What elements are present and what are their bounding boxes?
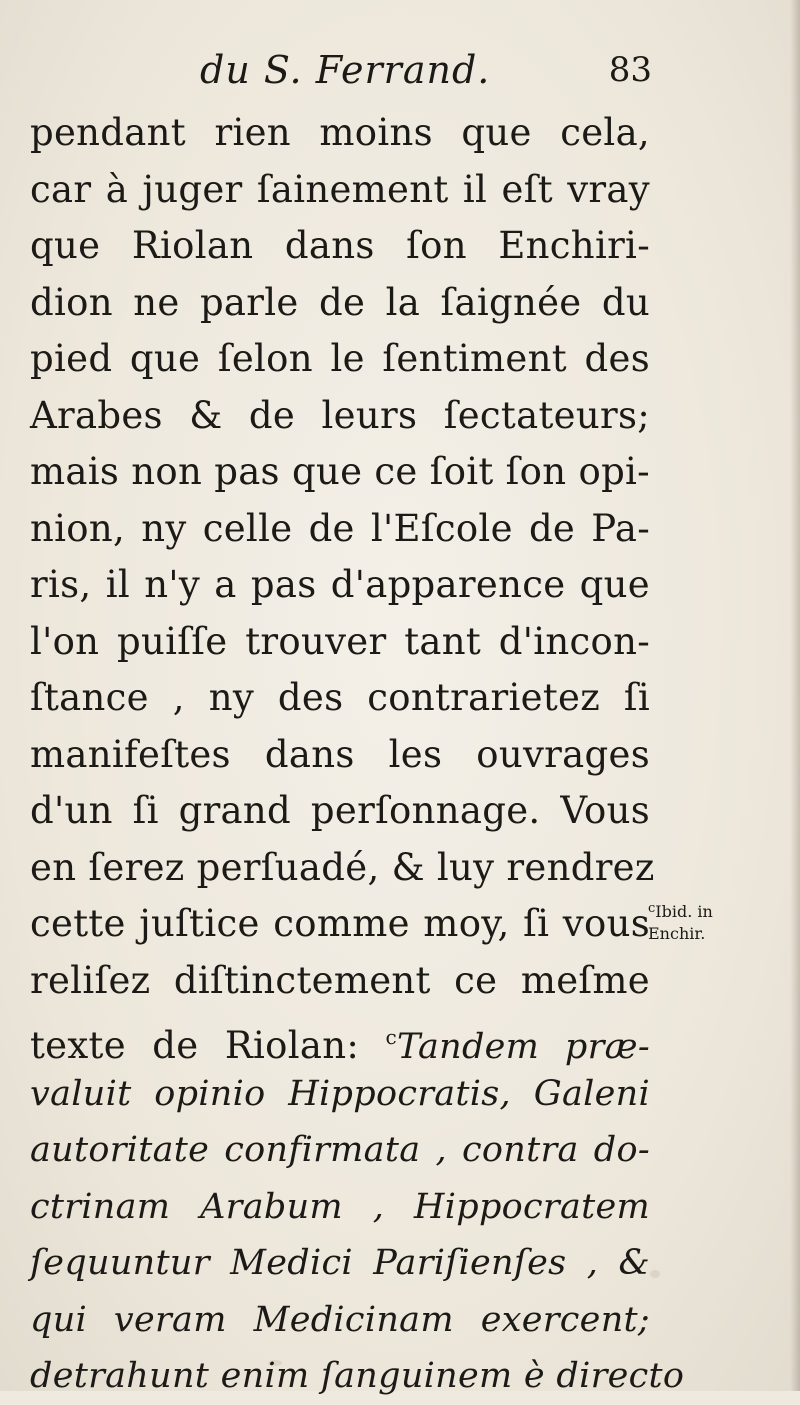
text-line <box>30 896 650 953</box>
text-line <box>30 1292 650 1349</box>
text-line-content: texte de Riolan: <box>30 1024 386 1067</box>
margin-note-line-1: Ibid. in <box>655 902 713 921</box>
text-line-content: mais non pas que ce ſoit ſon opi- <box>30 450 650 493</box>
text-line <box>30 840 655 897</box>
text-line-content: autoritate confirmata , contra do- <box>30 1130 650 1170</box>
text-line-content: ſtance , ny des contrarietez ſi <box>30 676 650 719</box>
text-line-content: l'on puiſſe trouver tant d'incon- <box>30 619 650 663</box>
text-line-content: pendant rien moins que cela, <box>30 111 650 154</box>
text-line <box>30 218 650 275</box>
text-line <box>30 953 650 1010</box>
running-title: du S. Ferrand. <box>200 48 491 92</box>
text-line <box>30 1179 650 1236</box>
text-line-content: cette juſtice comme moy, ſi vous <box>30 902 650 945</box>
text-line <box>30 727 650 784</box>
margin-note <box>648 898 758 945</box>
text-line-content: d'un ſi grand perſonnage. Vous <box>30 789 650 832</box>
text-line-content: dion ne parle de la ſaignée du <box>30 280 650 324</box>
text-line <box>30 783 650 840</box>
text-line-content: en ſerez perſuadé, & luy rendrez <box>30 845 655 889</box>
text-line <box>30 557 650 614</box>
footnote-marker: c <box>385 1025 398 1049</box>
page-header <box>200 40 660 96</box>
margin-note-marker: c <box>648 901 656 916</box>
page-edge-shadow <box>790 0 800 1391</box>
text-line <box>30 388 650 445</box>
text-line-content: detrahunt enim ſanguinem è directo <box>30 1356 685 1396</box>
text-line <box>30 444 650 501</box>
text-line-content: valuit opinio Hippocratis, Galeni <box>30 1073 650 1114</box>
text-line <box>30 275 650 332</box>
text-line-content: car à juger ſainement il eſt vray <box>30 167 650 211</box>
text-line-content: ris, il n'y a pas d'apparence que <box>30 563 650 606</box>
text-line <box>30 1235 650 1292</box>
text-line-content: manifeſtes dans les ouvrages <box>30 732 650 776</box>
paper-stain <box>650 1270 660 1278</box>
text-line-content: pied que ſelon le ſentiment des <box>30 337 650 380</box>
text-line <box>30 1122 650 1179</box>
text-line-content: reliſez diſtinctement ce meſme <box>30 958 650 1002</box>
text-line <box>30 331 650 388</box>
text-line <box>30 162 650 219</box>
text-line-content: ſequuntur Medici Pariſienſes , & <box>30 1243 650 1283</box>
text-line <box>30 105 650 162</box>
text-line <box>30 614 650 671</box>
text-line-content: qui veram Medicinam exercent; <box>30 1299 650 1340</box>
text-line <box>30 1066 650 1123</box>
quoted-latin-start: Tandem præ- <box>397 1027 650 1067</box>
page-number: 83 <box>608 50 652 90</box>
text-line <box>30 1009 650 1066</box>
text-line-content: nion, ny celle de l'Eſcole de Pa- <box>30 506 650 550</box>
text-line-content: Arabes & de leurs ſectateurs; <box>30 393 650 437</box>
text-line <box>30 670 650 727</box>
text-line-content: ctrinam Arabum , Hippocratem <box>30 1186 650 1227</box>
margin-note-line-2: Enchir. <box>648 924 706 943</box>
text-line <box>30 501 650 558</box>
text-line-content: que Riolan dans ſon Enchiri- <box>30 224 650 267</box>
text-line <box>30 1348 685 1405</box>
